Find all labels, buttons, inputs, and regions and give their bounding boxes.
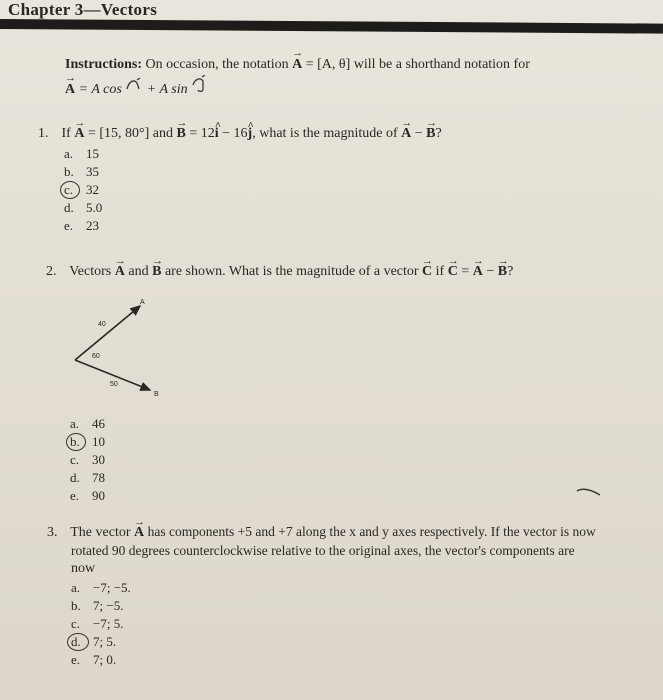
question-text: Vectors	[69, 264, 112, 279]
unit-vector-j: ^ j	[248, 125, 253, 143]
vector-a-symbol: → A	[74, 125, 84, 143]
choice-letter: c.	[64, 182, 74, 197]
chapter-rule	[0, 19, 663, 34]
question-3-choices	[71, 579, 131, 669]
instructions-text: On occasion, the notation	[145, 57, 289, 72]
question-text: if	[435, 264, 445, 279]
choice-2a[interactable]	[70, 415, 105, 433]
question-text: = [15, 80°] and	[87, 126, 173, 141]
choice-2d[interactable]	[70, 469, 105, 487]
question-number: 2.	[46, 264, 57, 279]
question-1-choices	[64, 145, 102, 235]
choice-value: 15	[86, 146, 99, 161]
vector-a-symbol: → A	[473, 263, 483, 281]
choice-value: 35	[86, 164, 99, 179]
choice-value: 32	[86, 182, 99, 197]
question-text: are shown. What is the magnitude of a vector	[164, 264, 419, 279]
question-text: = 12	[189, 126, 215, 141]
choice-1d[interactable]	[64, 199, 102, 217]
instructions-label: Instructions:	[65, 57, 143, 72]
answer-circle-mark	[60, 181, 80, 199]
instructions-line-2	[65, 75, 625, 100]
diagram-label-60: 60	[92, 353, 100, 360]
handwritten-j-hat	[191, 82, 209, 97]
choice-2e[interactable]	[70, 487, 105, 505]
vector-a-arrow	[75, 306, 140, 360]
choice-letter: a.	[70, 416, 80, 431]
choice-letter: b.	[70, 434, 80, 449]
question-2-choices	[70, 415, 105, 505]
choice-letter: b.	[64, 164, 74, 179]
choice-value: 30	[92, 452, 105, 467]
choice-letter: d.	[71, 634, 81, 649]
question-text: ?	[435, 126, 442, 141]
choice-3e[interactable]	[71, 651, 131, 669]
choice-value: −7; −5.	[93, 580, 131, 595]
answer-circle-mark	[66, 433, 86, 451]
choice-letter: e.	[70, 488, 80, 503]
vector-c-symbol: → C	[448, 263, 458, 281]
vector-b-symbol: → B	[426, 125, 435, 143]
unit-vector-i: ^ i	[215, 125, 219, 143]
handwritten-i-hat	[125, 82, 147, 97]
choice-value: 5.0	[86, 200, 103, 215]
choice-1c[interactable]	[64, 181, 102, 199]
instructions	[65, 54, 625, 100]
choice-value: 10	[92, 434, 105, 449]
pen-stroke-mark	[576, 484, 602, 502]
instructions-text: = [A, θ] will be a shorthand notation for	[305, 57, 530, 72]
instructions-formula: + A sin	[146, 82, 188, 97]
choice-letter: a.	[64, 146, 74, 161]
choice-value: 23	[86, 218, 99, 233]
choice-letter: d.	[64, 200, 74, 215]
choice-value: 90	[92, 488, 105, 503]
question-3-line-2: rotated 90 degrees counterclockwise relative to the original axes, the vector's components are	[71, 543, 575, 558]
choice-letter: c.	[71, 616, 81, 631]
question-number: 3.	[47, 525, 58, 540]
question-text: −	[414, 126, 423, 141]
choice-letter: c.	[70, 452, 80, 467]
vector-a-symbol: → A	[115, 263, 125, 281]
question-text: The vector	[70, 525, 131, 540]
vector-a-symbol: → A	[134, 524, 144, 542]
choice-1a[interactable]	[64, 145, 102, 163]
diagram-label-b: B	[154, 391, 159, 398]
diagram-label-40: 40	[98, 321, 106, 328]
choice-value: 46	[92, 416, 105, 431]
vector-a-symbol: → A	[292, 54, 302, 75]
question-text: −	[486, 264, 495, 279]
question-text: − 16	[222, 126, 248, 141]
question-text: , what is the magnitude of	[252, 126, 398, 141]
question-text: has components +5 and +7 along the x and y axes respectively. If the vector is now	[147, 524, 596, 539]
vector-a-symbol: → A	[401, 125, 411, 143]
choice-letter: e.	[64, 218, 74, 233]
answer-circle-mark	[67, 633, 89, 651]
diagram-label-50: 50	[110, 381, 118, 388]
choice-3a[interactable]	[71, 579, 131, 597]
choice-2b[interactable]	[70, 433, 105, 451]
vector-c-symbol: → C	[422, 263, 432, 281]
question-text: =	[461, 264, 470, 279]
instructions-line-1	[65, 54, 625, 75]
question-text: ?	[507, 264, 514, 279]
question-2	[46, 263, 646, 281]
choice-3b[interactable]	[71, 597, 131, 615]
choice-value: 7; 5.	[93, 634, 117, 649]
chapter-title: Chapter 3—Vectors	[8, 0, 158, 19]
vector-b-symbol: → B	[177, 125, 186, 143]
instructions-formula: = A cos	[78, 82, 122, 97]
vector-b-symbol: → B	[152, 263, 161, 281]
choice-value: −7; 5.	[93, 616, 124, 631]
question-3-line-3: now	[71, 561, 96, 576]
vector-b-symbol: → B	[498, 263, 507, 281]
question-3	[47, 523, 659, 578]
question-text: and	[128, 264, 149, 279]
choice-value: 78	[92, 470, 105, 485]
choice-3c[interactable]	[71, 615, 131, 633]
choice-1b[interactable]	[64, 163, 102, 181]
choice-letter: a.	[71, 580, 81, 595]
choice-letter: b.	[71, 598, 81, 613]
diagram-label-a: A	[140, 299, 145, 306]
choice-value: 7; 0.	[93, 652, 117, 667]
question-1	[38, 125, 638, 143]
choice-value: 7; −5.	[93, 598, 124, 613]
vector-diagram	[70, 298, 180, 413]
vector-a-symbol: → A	[65, 79, 75, 100]
choice-2c[interactable]	[70, 451, 105, 469]
question-number: 1.	[38, 126, 49, 141]
choice-letter: d.	[70, 470, 80, 485]
question-text: If	[61, 126, 71, 141]
question-3-line-1	[47, 523, 659, 542]
choice-3d[interactable]	[71, 633, 131, 651]
choice-letter: e.	[71, 652, 81, 667]
choice-1e[interactable]	[64, 217, 102, 235]
